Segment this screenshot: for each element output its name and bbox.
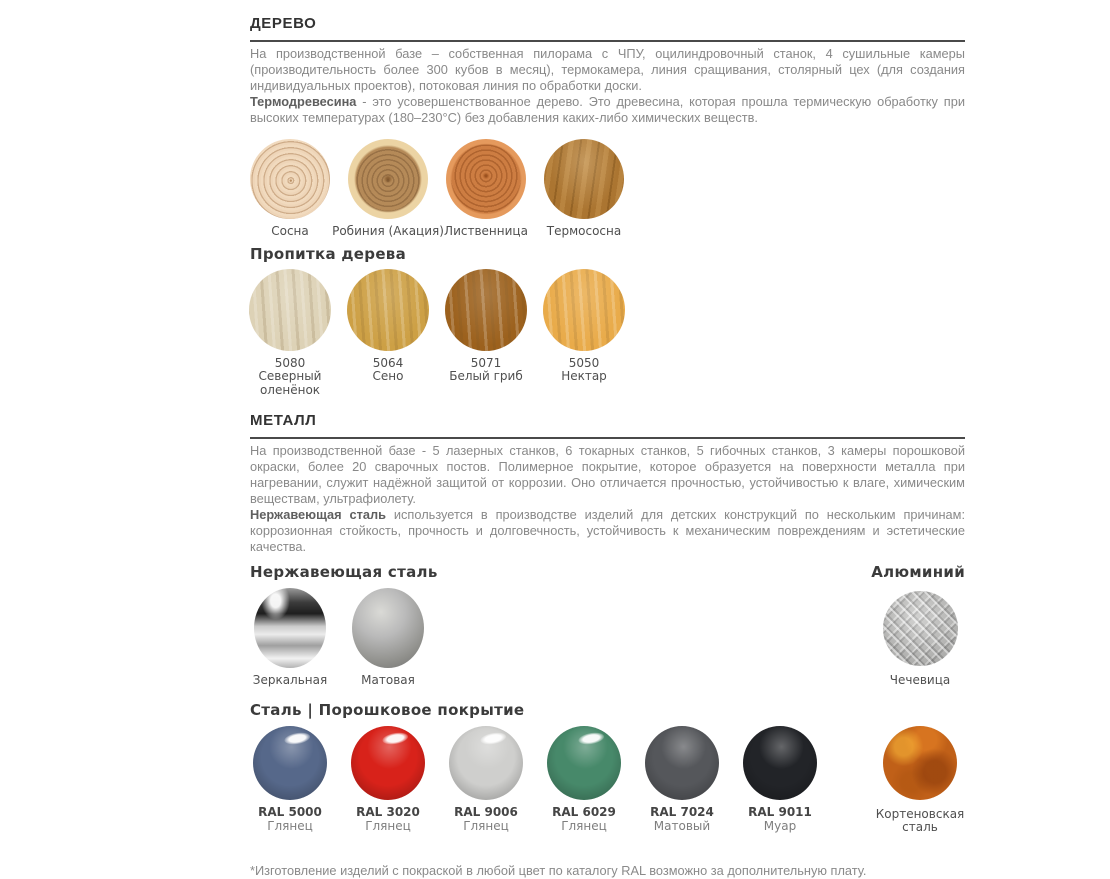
larch-swatch-image xyxy=(446,139,526,219)
thermopine-swatch-image xyxy=(544,139,624,219)
impregnation-row xyxy=(241,269,965,398)
matte-steel-image xyxy=(352,588,424,668)
impregnation-title: Пропитка дерева xyxy=(250,244,407,263)
swatch-caption xyxy=(650,800,714,833)
swatch-caption xyxy=(242,351,338,398)
swatch-ral-6029 xyxy=(535,726,633,835)
stainless-paragraph xyxy=(250,507,965,555)
ral-code: RAL 7024 xyxy=(650,804,714,819)
ral-finish: Матовый xyxy=(653,818,711,833)
impregnation-name: Нектар xyxy=(561,369,607,383)
ral-code: RAL 6029 xyxy=(552,804,616,819)
swatch-label: Кортеновская сталь xyxy=(875,806,965,834)
impregnation-code: 5080 xyxy=(274,355,306,370)
wood-section-title: ДЕРЕВО xyxy=(250,15,965,42)
ral-9006-image xyxy=(449,726,523,800)
wood-species-row xyxy=(241,139,965,239)
stainless-row xyxy=(241,588,965,688)
page-content xyxy=(250,15,965,878)
impregnation-5071-image xyxy=(445,269,527,351)
ral-6029-image xyxy=(547,726,621,800)
impregnation-name: Северный оленёнок xyxy=(258,369,322,397)
swatch-caption xyxy=(552,800,616,833)
swatch-matte-steel xyxy=(339,588,437,688)
swatch-corten-steel xyxy=(875,726,965,835)
swatch-label: Лиственница xyxy=(444,224,528,238)
swatch-label: Сосна xyxy=(271,224,309,238)
ral-code: RAL 9006 xyxy=(454,804,518,819)
ral-5000-image xyxy=(253,726,327,800)
impregnation-code: 5064 xyxy=(372,355,404,370)
impregnation-5064-image xyxy=(347,269,429,351)
powder-coating-row xyxy=(241,726,965,835)
swatch-aluminum-lentil xyxy=(875,588,965,688)
metal-section xyxy=(250,412,965,835)
ral-9011-image xyxy=(743,726,817,800)
corten-steel-image xyxy=(883,726,957,800)
aluminum-lentil-image xyxy=(883,591,958,666)
swatch-robinia xyxy=(332,139,444,239)
powder-coating-title: Сталь | Порошковое покрытие xyxy=(250,700,525,719)
mirror-steel-image xyxy=(254,588,326,668)
swatch-ral-3020 xyxy=(339,726,437,835)
swatch-5080 xyxy=(241,269,339,398)
ral-finish: Глянец xyxy=(463,818,509,833)
swatch-caption xyxy=(258,800,322,833)
ral-code: RAL 3020 xyxy=(356,804,420,819)
swatch-label: Термососна xyxy=(546,224,622,238)
stainless-lead: Нержавеющая сталь xyxy=(250,507,387,522)
ral-finish: Глянец xyxy=(267,818,313,833)
impregnation-5050-image xyxy=(543,269,625,351)
thermowood-lead: Термодревесина xyxy=(250,94,357,109)
swatch-5064 xyxy=(339,269,437,398)
ral-7024-image xyxy=(645,726,719,800)
swatch-ral-9011 xyxy=(731,726,829,835)
stainless-title: Нержавеющая сталь xyxy=(250,563,438,581)
ral-code: RAL 5000 xyxy=(258,804,322,819)
swatch-caption xyxy=(748,800,812,833)
swatch-thermopine xyxy=(535,139,633,239)
swatch-ral-7024 xyxy=(633,726,731,835)
swatch-caption xyxy=(561,351,607,384)
impregnation-name: Белый гриб xyxy=(449,369,523,383)
swatch-larch xyxy=(437,139,535,239)
ral-3020-image xyxy=(351,726,425,800)
swatch-caption xyxy=(449,351,523,384)
stainless-text: используется в производстве изделий для детских конструкций по нескольким причинам: коррозионная стойкость, прочность и долговечность, устойчивость к механическим повреждениям и эстетические качества. xyxy=(250,507,966,554)
swatch-caption xyxy=(373,351,404,384)
stainless-aluminum-headings xyxy=(250,563,965,582)
wood-production-paragraph: На производственной базе – собственная пилорама с ЧПУ, оцилиндровочный станок, 4 сушильные камеры (производительность более 300 кубов в месяц), термокамера, линия сращивания, столярный цех (для создания индивидуальных проектов), потоковая линия по обработки доски. xyxy=(250,46,965,93)
swatch-caption xyxy=(356,800,420,833)
swatch-5071 xyxy=(437,269,535,398)
impregnation-code: 5050 xyxy=(568,355,600,370)
ral-finish: Муар xyxy=(763,818,797,833)
swatch-label: Робиния (Акация) xyxy=(332,224,444,238)
ral-code: RAL 9011 xyxy=(748,804,812,819)
swatch-label: Чечевица xyxy=(889,673,951,687)
swatch-ral-5000 xyxy=(241,726,339,835)
thermowood-paragraph xyxy=(250,94,965,126)
wood-section xyxy=(250,15,965,397)
swatch-pine xyxy=(241,139,339,239)
metal-section-title: МЕТАЛЛ xyxy=(250,412,965,439)
thermowood-text: - это усовершенствованное дерево. Это древесина, которая прошла термическую обработку при высоких температурах (180–230°C) без добавления каких-либо химических веществ. xyxy=(250,94,965,125)
pine-swatch-image xyxy=(250,139,330,219)
swatch-caption xyxy=(454,800,518,833)
ral-finish: Глянец xyxy=(561,818,607,833)
swatch-label: Матовая xyxy=(361,673,415,687)
ral-finish: Глянец xyxy=(365,818,411,833)
metal-production-paragraph: На производственной базе - 5 лазерных станков, 6 токарных станков, 5 гибочных станков, 3 камеры порошковой окраски, более 20 сварочных постов. Полимерное покрытие, которое образуется на поверхности металла при нагревании, служит надёжной защитой от коррозии. Оно отличается прочностью, устойчивостью к влаге, химическим веществам, ультрафиолету. xyxy=(250,443,965,506)
impregnation-name: Сено xyxy=(372,369,404,383)
aluminum-title: Алюминий xyxy=(871,563,965,581)
ral-footnote: *Изготовление изделий с покраской в любой цвет по каталогу RAL возможно за дополнительную плату. xyxy=(250,862,867,878)
swatch-ral-9006 xyxy=(437,726,535,835)
swatch-mirror-steel xyxy=(241,588,339,688)
impregnation-code: 5071 xyxy=(470,355,502,370)
swatch-5050 xyxy=(535,269,633,398)
swatch-label: Зеркальная xyxy=(252,673,328,687)
robinia-swatch-image xyxy=(348,139,428,219)
impregnation-5080-image xyxy=(249,269,331,351)
